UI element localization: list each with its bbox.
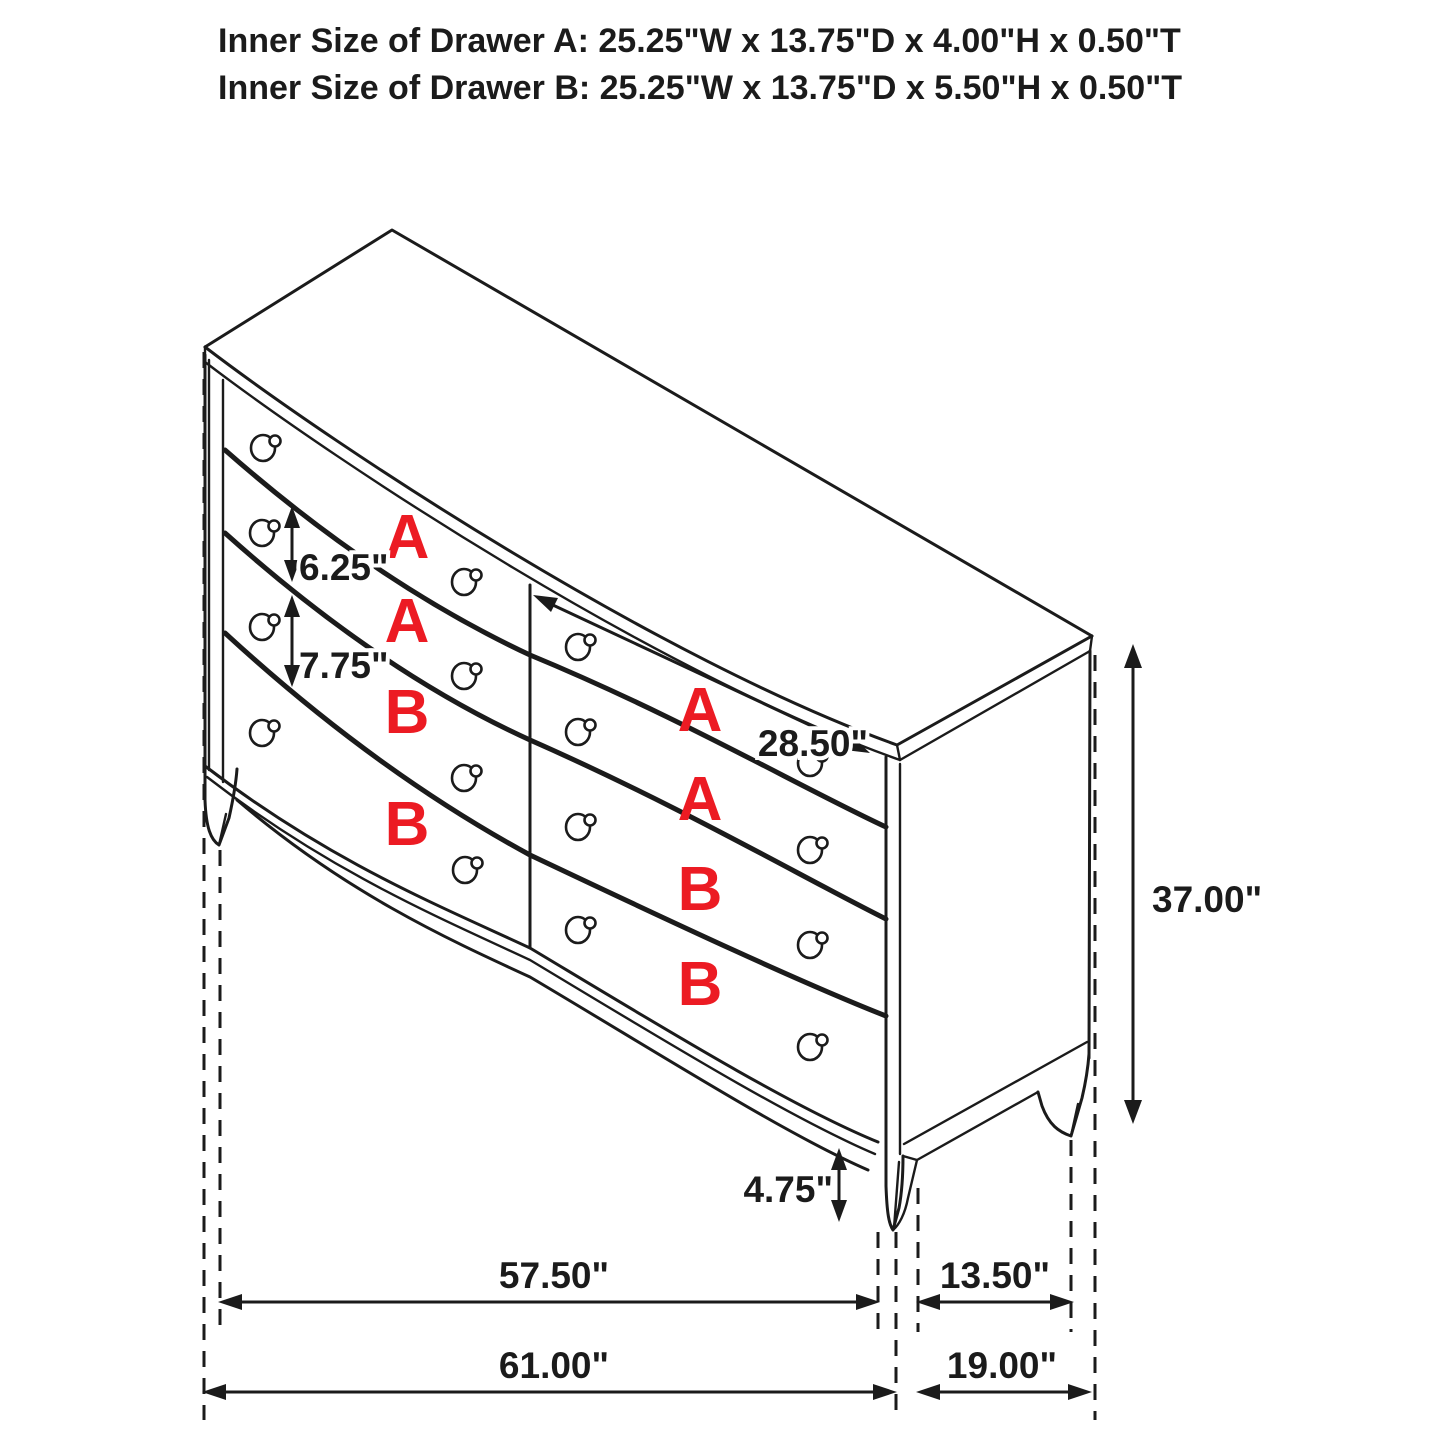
knob-icon: [452, 663, 482, 689]
dimension-overall-depth: [916, 1345, 1092, 1400]
drawer-label-right-a1: A: [677, 676, 723, 745]
knob-icon: [566, 719, 596, 745]
knob-icon: [250, 614, 280, 640]
knob-icon: [452, 569, 482, 595]
dimension-text-37-00: 37.00": [1152, 879, 1263, 920]
drawer-divider-3: [225, 633, 886, 1016]
knob-icon: [798, 932, 828, 958]
dimension-front-leg-span: [218, 1255, 880, 1310]
drawer-label-left-a2: A: [384, 587, 430, 656]
knob-icon: [452, 765, 482, 791]
dimension-drawer-a-height: [284, 506, 389, 588]
title-line-2: Inner Size of Drawer B: 25.25"W x 13.75"D x 5.50"H x 0.50"T: [218, 69, 1183, 107]
dimension-text-28-50: 28.50": [757, 723, 869, 764]
side-rear-edge: [1089, 651, 1090, 1058]
knob-icon: [251, 435, 281, 461]
knob-icon: [798, 1034, 828, 1060]
title-line-1: Inner Size of Drawer A: 25.25"W x 13.75"D x 4.00"H x 0.50"T: [218, 22, 1181, 60]
knob-icon: [566, 634, 596, 660]
knob-icon: [798, 837, 828, 863]
bottom-band-mid-curve: [207, 777, 875, 1154]
knob-icon: [250, 520, 280, 546]
front-right-post-cap: [897, 745, 900, 760]
dimension-text-4-75: 4.75": [743, 1169, 833, 1210]
top-band-side-edge: [900, 651, 1090, 760]
drawer-label-right-a2: A: [677, 765, 723, 834]
dimension-overall-width: [202, 1345, 897, 1400]
dimension-text-13-50: 13.50": [939, 1255, 1051, 1296]
side-skirt-upper: [904, 1042, 1087, 1144]
dimension-drawer-b-height: [284, 595, 389, 687]
dresser-drawing: [205, 230, 1092, 1230]
dimension-text-19-00: 19.00": [946, 1345, 1058, 1386]
front-skirt-bottom-curve: [237, 800, 868, 1170]
dimension-overall-height: [1124, 644, 1262, 1124]
knob-icon: [566, 917, 596, 943]
knob-icon: [566, 814, 596, 840]
knob-icon: [250, 720, 280, 746]
dimension-text-61-00: 61.00": [498, 1345, 610, 1386]
bottom-band-top-curve: [205, 766, 878, 1142]
drawer-divider-1: [225, 450, 886, 827]
dimension-leg-height: [743, 1148, 847, 1222]
drawer-label-left-a1: A: [384, 503, 430, 572]
dimension-text-57-50: 57.50": [498, 1255, 610, 1296]
title-block: [218, 22, 1182, 107]
drawer-label-right-b1: B: [677, 855, 723, 924]
drawer-label-left-b1: B: [384, 678, 430, 747]
top-side-edge: [897, 636, 1092, 745]
knob-icon: [453, 857, 483, 883]
dimension-text-7-75: 7.75": [299, 645, 389, 686]
dimension-text-6-25: 6.25": [299, 547, 389, 588]
drawer-label-right-b2: B: [677, 950, 723, 1019]
drawer-label-left-b2: B: [384, 790, 430, 859]
dimension-side-leg-span: [916, 1255, 1074, 1310]
drawer-label-group: [385, 503, 723, 1019]
